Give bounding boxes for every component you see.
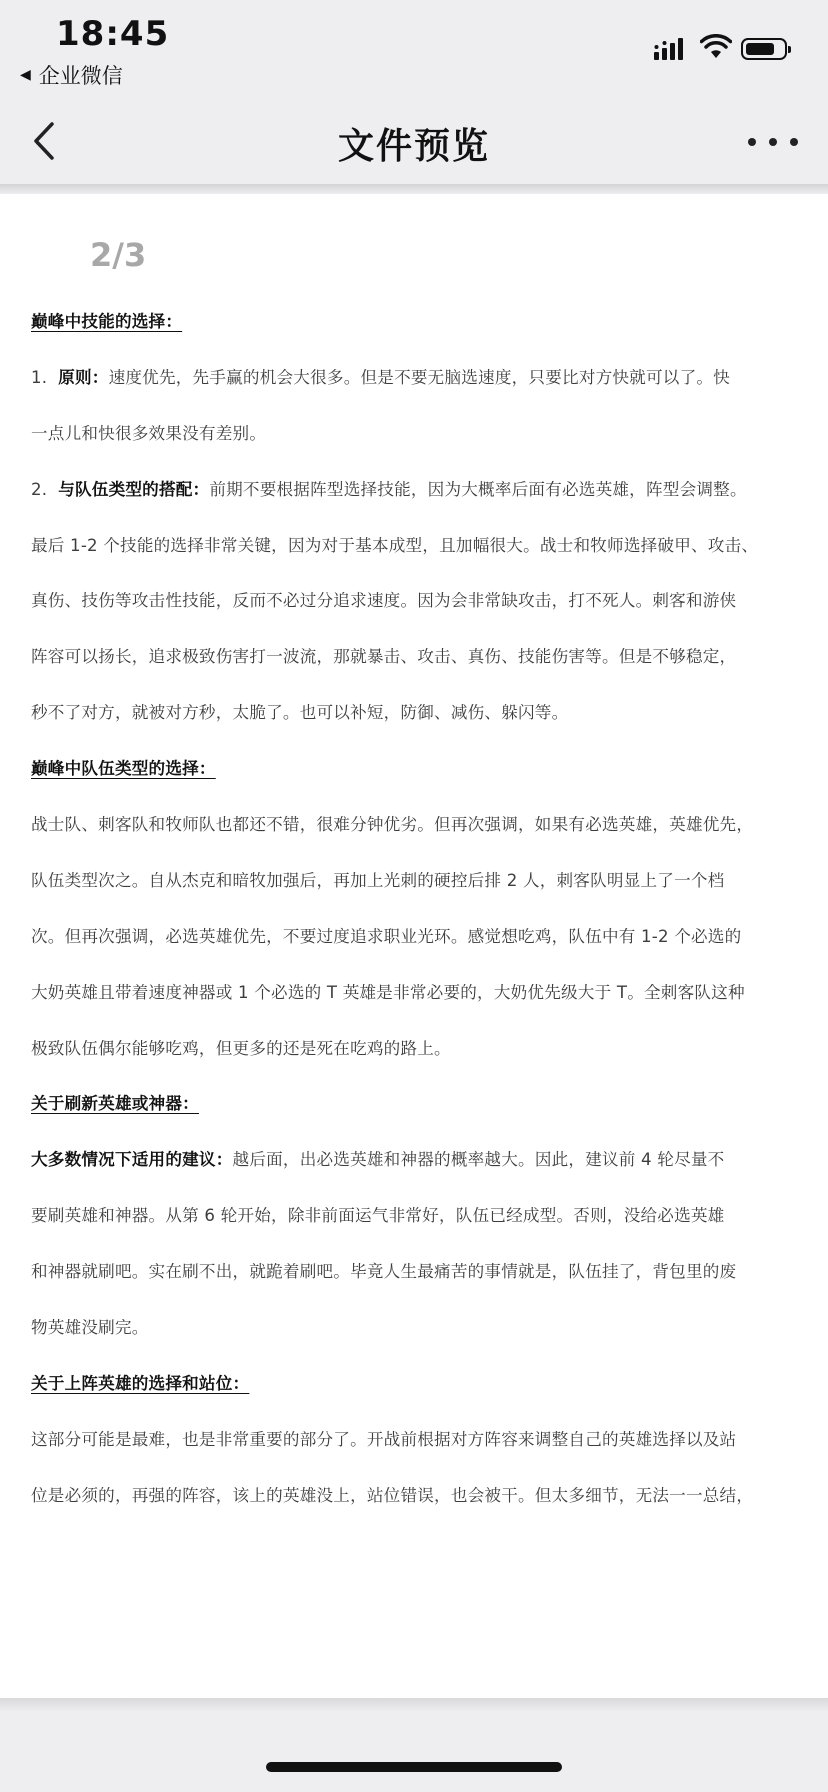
- home-indicator[interactable]: [266, 1762, 562, 1772]
- battery-icon: [741, 38, 787, 60]
- section-heading-text: 巅峰中队伍类型的选择：: [31, 759, 216, 779]
- document-content: [31, 294, 779, 1524]
- paragraph-line: 真伤、技伤等攻击性技能，反而不必过分追求速度。因为会非常缺攻击，打不死人。刺客和游侠: [31, 591, 737, 611]
- battery-level: [746, 43, 774, 55]
- section-heading: [31, 1076, 779, 1132]
- paragraph-line: 这部分可能是最难，也是非常重要的部分了。开战前根据对方阵容来调整自己的英雄选择以及站: [31, 1429, 737, 1449]
- bold-label: 与队伍类型的搭配：: [58, 479, 210, 499]
- paragraph-line: 最后 1-2 个技能的选择非常关键，因为对于基本成型，且加幅很大。战士和牧师选择破甲、攻击、: [31, 535, 759, 555]
- bold-label: 原则：: [58, 367, 109, 387]
- cellular-signal-icon: [654, 38, 688, 60]
- section-heading-text: 关于刷新英雄或神器：: [31, 1094, 199, 1114]
- paragraph-line: 一点儿和快很多效果没有差别。: [31, 423, 267, 443]
- paragraph-text: 速度优先，先手赢的机会大很多。但是不要无脑选速度，只要比对方快就可以了。快: [108, 367, 730, 387]
- section-heading-text: 关于上阵英雄的选择和站位：: [31, 1373, 250, 1393]
- list-number: 2.: [31, 479, 59, 499]
- status-bar: [0, 0, 828, 96]
- page-indicator: 2/3: [90, 236, 147, 274]
- paragraph-line: 物英雄没刷完。: [31, 1318, 149, 1338]
- back-triangle-icon: ◀: [20, 67, 31, 83]
- paragraph-line: [31, 462, 779, 518]
- bold-label: 大多数情况下适用的建议：: [31, 1150, 233, 1170]
- list-number: 1.: [31, 367, 59, 387]
- nav-bar: [0, 96, 828, 186]
- paragraph-line: 阵容可以扬长，追求极致伤害打一波流，那就暴击、攻击、真伤、技能伤害等。但是不够稳定，: [31, 647, 737, 667]
- paragraph-line: 和神器就刷吧。实在刷不出，就跪着刷吧。毕竟人生最痛苦的事情就是，队伍挂了，背包里的废: [31, 1262, 737, 1282]
- section-heading-text: 巅峰中技能的选择：: [31, 312, 183, 331]
- section-heading: [31, 741, 779, 797]
- page-title: 文件预览: [337, 126, 490, 167]
- paragraph-line: 次。但再次强调，必选英雄优先，不要过度追求职业光环。感觉想吃鸡，队伍中有 1-2 个必选的: [31, 926, 742, 946]
- paragraph-line: 位是必须的，再强的阵容，该上的英雄没上，站位错误，也会被干。但太多细节，无法一一总结，: [31, 1485, 754, 1505]
- document-page[interactable]: [0, 194, 828, 1698]
- paragraph-line: 秒不了对方，就被对方秒，太脆了。也可以补短，防御、减伤、躲闪等。: [31, 703, 569, 723]
- status-time: 18:45: [56, 14, 170, 54]
- paragraph-line: 极致队伍偶尔能够吃鸡，但更多的还是死在吃鸡的路上。: [31, 1038, 451, 1058]
- paragraph-line: 要刷英雄和神器。从第 6 轮开始，除非前面运气非常好，队伍已经成型。否则，没给必选英雄: [31, 1206, 725, 1226]
- paragraph-line: [31, 350, 779, 406]
- paragraph-text: 越后面，出必选英雄和神器的概率越大。因此，建议前 4 轮尽量不: [232, 1150, 725, 1170]
- paragraph-line: 队伍类型次之。自从杰克和暗牧加强后，再加上光刺的硬控后排 2 人，刺客队明显上了一个档: [31, 870, 725, 890]
- section-heading: [31, 294, 779, 350]
- back-to-app-link[interactable]: [20, 60, 123, 90]
- back-app-label: 企业微信: [38, 64, 123, 88]
- page-bottom-edge: [0, 1698, 828, 1712]
- section-heading: [31, 1356, 779, 1412]
- paragraph-text: 前期不要根据阵型选择技能，因为大概率后面有必选英雄，阵型会调整。: [209, 479, 747, 499]
- wifi-icon: [700, 34, 732, 60]
- nav-divider: [0, 184, 828, 194]
- paragraph-line: [31, 1132, 779, 1188]
- paragraph-line: 大奶英雄且带着速度神器或 1 个必选的 T 英雄是非常必要的，大奶优先级大于 T。全刺客队这种: [31, 982, 745, 1002]
- paragraph-line: 战士队、刺客队和牧师队也都还不错，很难分钟优劣。但再次强调，如果有必选英雄，英雄优先，: [31, 815, 754, 835]
- more-dots-icon[interactable]: [748, 132, 798, 152]
